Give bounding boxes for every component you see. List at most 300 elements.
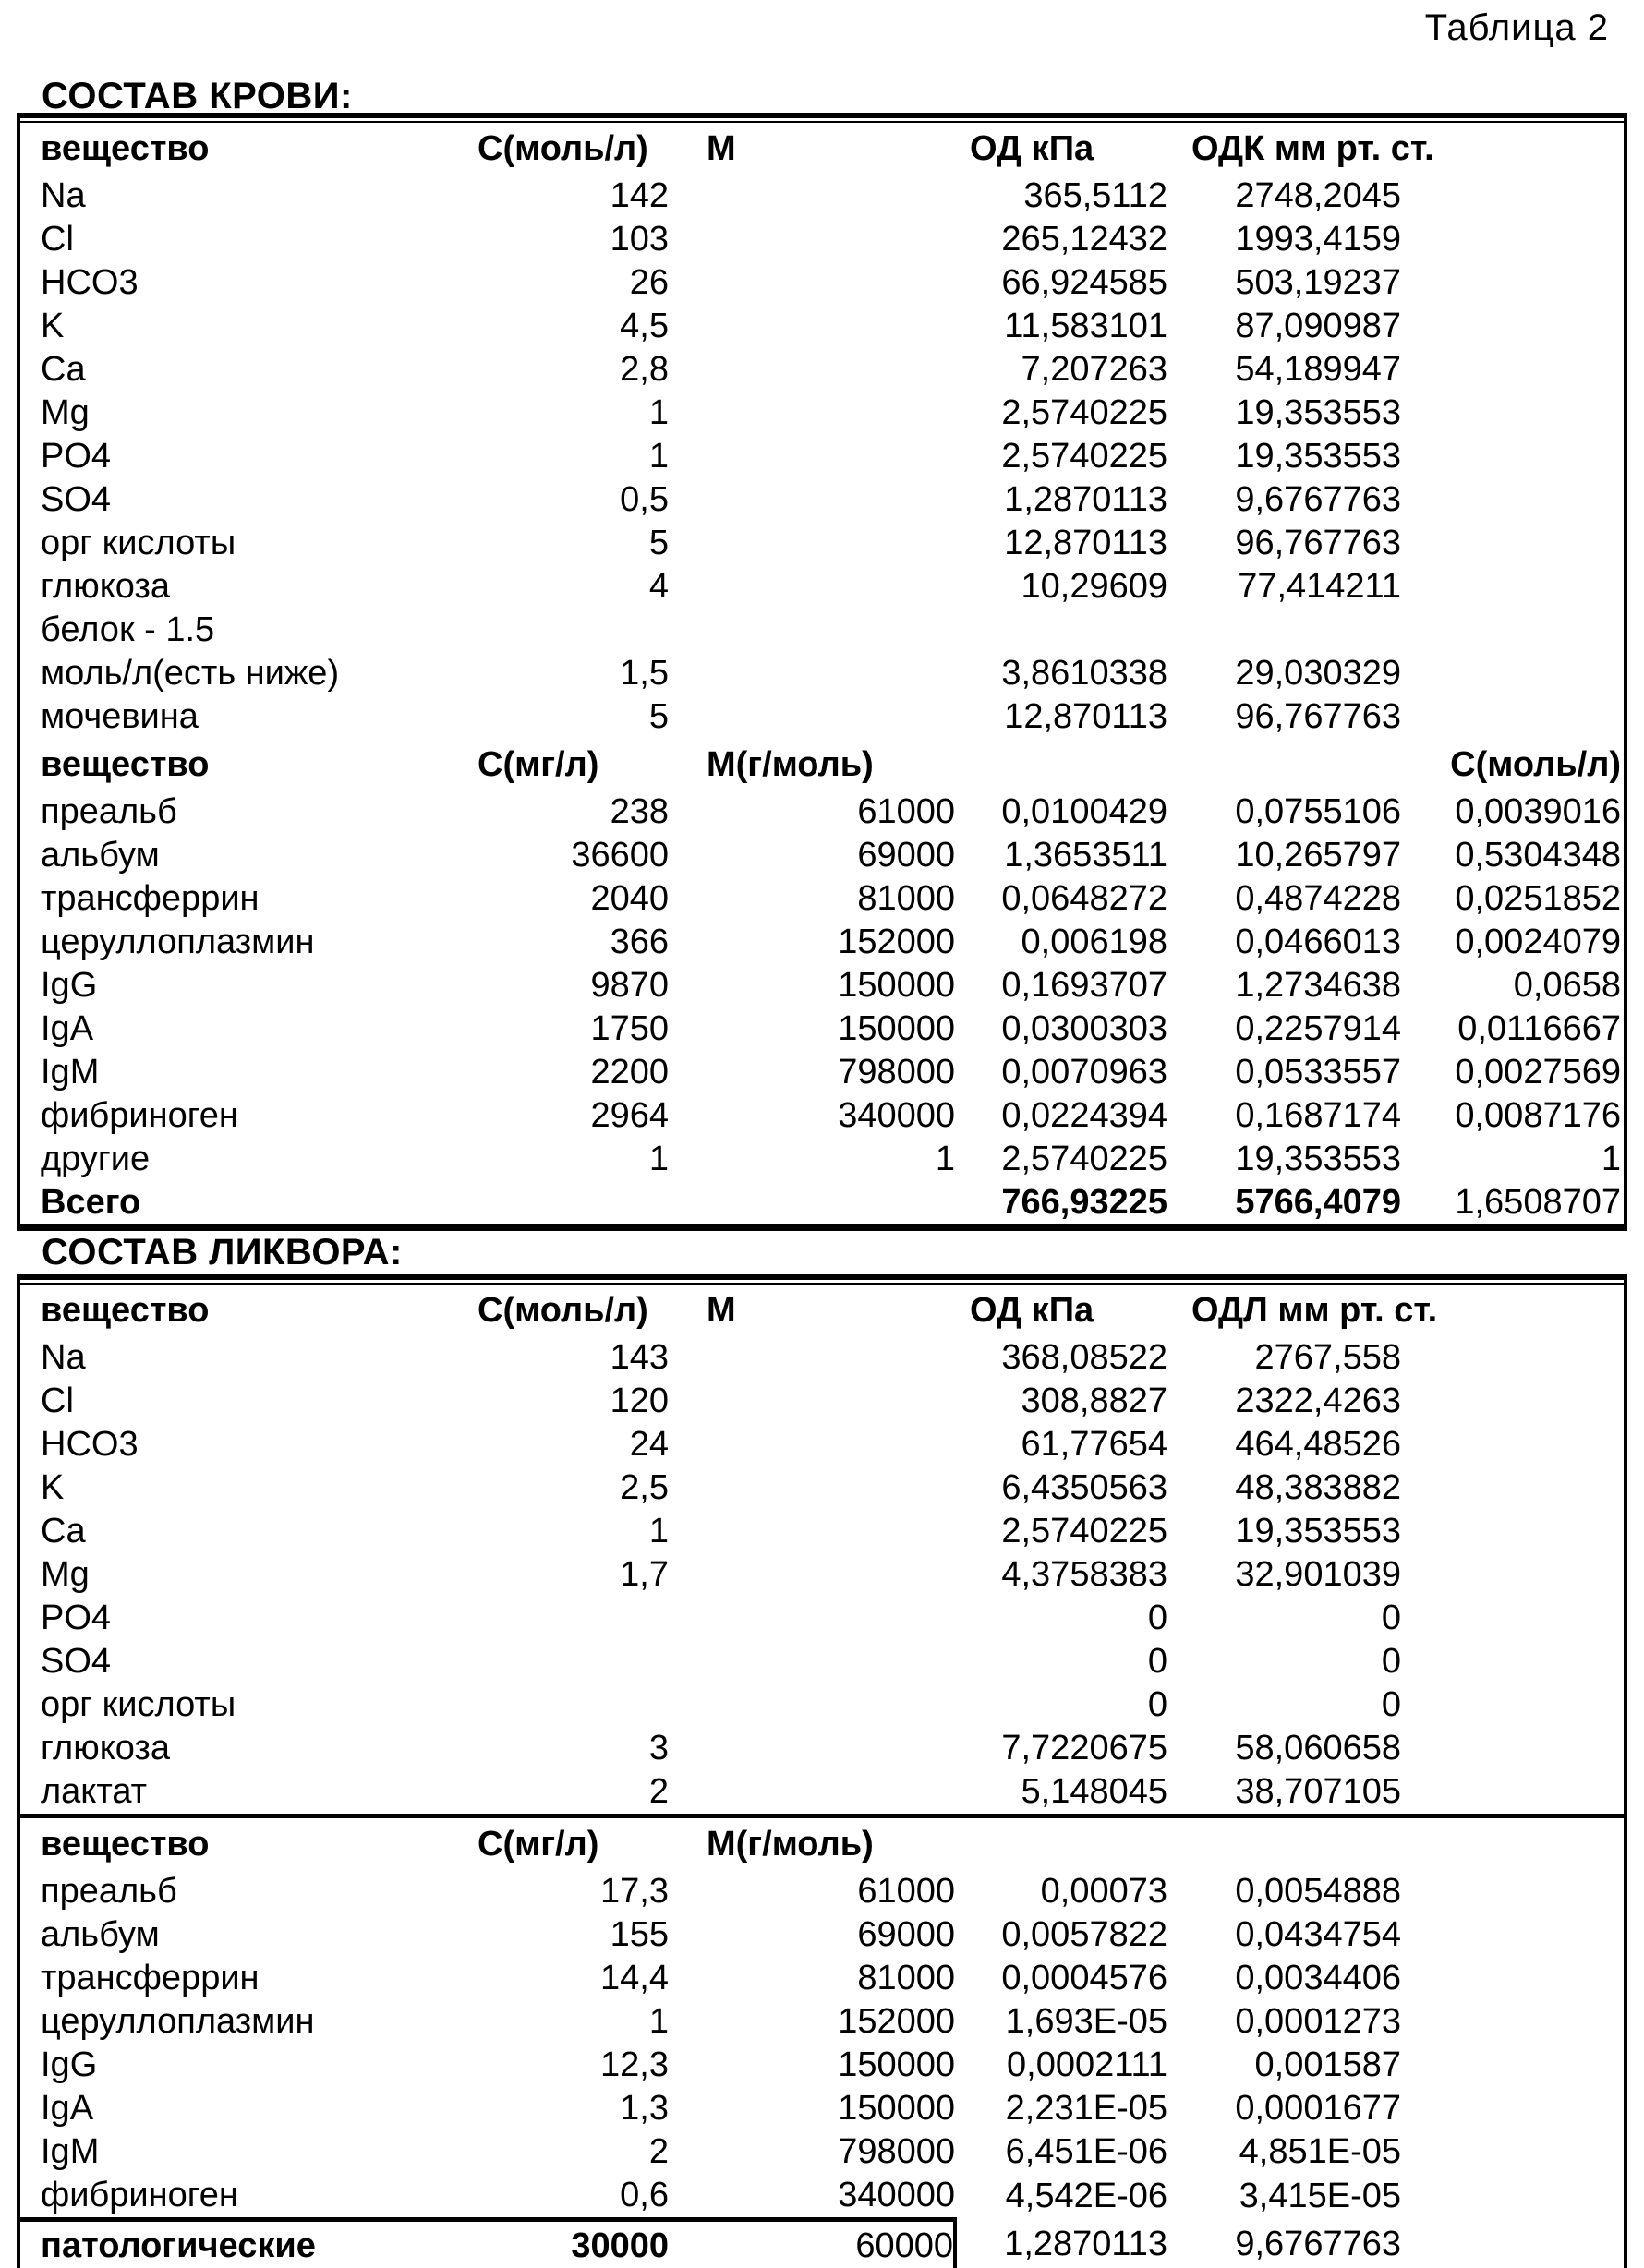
table-row [20,1640,1624,1683]
table-row [20,1336,1624,1380]
cell [669,1553,955,1597]
cell [1401,435,1624,478]
cell [1401,652,1624,695]
cell: орг кислоты [41,1685,236,1724]
cell: 1,693E-05 [1005,2002,1167,2041]
cell [669,348,955,392]
cell: С(моль/л) [477,1290,648,1330]
cell: 10,29609 [1021,567,1167,606]
cell: IgG [41,2045,98,2084]
liquor-table-grid [20,1285,1624,2268]
cell: 1 [648,2002,669,2041]
cell: ОДЛ мм рт. ст. [1191,1290,1438,1330]
cell [669,695,955,739]
cell [443,1597,669,1640]
cell [955,609,1167,652]
cell [1401,175,1624,218]
cell [669,1770,955,1816]
table-row [20,2000,1624,2044]
cell: 9,6767763 [1235,480,1401,519]
cell: K [41,307,65,345]
cell: 1,3653511 [1004,836,1167,875]
liquor-composition-table [17,1274,1627,2268]
cell: 0,0434754 [1235,1915,1401,1954]
cell: вещество [41,1290,210,1330]
cell [669,652,955,695]
cell [443,1683,669,1727]
cell: 464,48526 [1235,1425,1401,1464]
cell: IgM [41,1053,100,1092]
cell: 798000 [838,1053,955,1092]
cell: 9870 [590,966,669,1005]
cell: 0,1693707 [1001,966,1167,1005]
cell: 32,901039 [1235,1555,1401,1594]
cell: ОД кПа [970,1290,1094,1330]
cell: HCO3 [41,1425,139,1464]
cell: 38,707105 [1235,1772,1401,1811]
cell: PO4 [41,437,112,476]
cell: 2,5 [620,1468,669,1507]
table-row [20,175,1624,218]
cell [1401,2000,1624,2044]
cell: HCO3 [41,263,139,302]
table-row [20,478,1624,522]
cell: 340000 [838,2176,955,2214]
cell: 1 [935,1140,955,1178]
cell: преальб [41,1872,177,1911]
cell [1167,609,1401,652]
cell: 5766,4079 [1235,1183,1401,1222]
cell [669,1466,955,1510]
cell [669,609,955,652]
cell [1401,2130,1624,2174]
table-row [20,565,1624,609]
cell: 14,4 [600,1959,669,1997]
cell: 2,5740225 [1001,1512,1167,1550]
table-row [20,435,1624,478]
cell: 265,12432 [1001,220,1167,259]
cell: 1,6508707 [1455,1183,1621,1222]
cell [669,392,955,435]
cell: 2964 [590,1096,669,1135]
cell: С(мг/л) [477,744,599,784]
cell [1401,1380,1624,1423]
table-row [20,2220,1624,2268]
cell [1401,1913,1624,1957]
cell [1401,218,1624,261]
cell [669,522,955,565]
cell: 0,0001677 [1235,2089,1401,2128]
cell [443,609,669,652]
cell: 1,5 [620,654,669,693]
cell: 0,0054888 [1235,1872,1401,1911]
cell [1401,565,1624,609]
cell: IgM [41,2132,100,2171]
cell: лактат [41,1772,148,1811]
cell: 1 [648,393,669,432]
cell: 48,383882 [1235,1468,1401,1507]
cell: 1,7 [620,1555,669,1594]
cell: 0,0004576 [1001,1959,1167,1997]
table-row [20,1913,1624,1957]
blood-table-grid [20,123,1624,1224]
table-row [20,1423,1624,1466]
cell: 2322,4263 [1235,1381,1401,1420]
cell: 17,3 [600,1872,669,1911]
cell: фибриноген [41,2176,238,2214]
cell: 61000 [857,1872,955,1911]
cell: Cl [41,1381,74,1420]
cell: 1993,4159 [1235,220,1401,259]
cell [443,1181,669,1224]
table-row [20,1007,1624,1051]
cell: 1,2870113 [1004,480,1167,519]
cell: 0,0034406 [1235,1959,1401,1997]
cell: 12,3 [600,2045,669,2084]
cell: глюкоза [41,1729,171,1767]
cell: 4,851E-05 [1239,2132,1401,2171]
cell: 103 [610,220,669,259]
cell [669,1380,955,1423]
table-row [20,2130,1624,2174]
cell: альбум [41,1915,160,1954]
table-row [20,2087,1624,2130]
cell [443,1640,669,1683]
table-row [20,1138,1624,1181]
cell: вещество [41,128,210,168]
header-row [20,1285,1624,1336]
cell: 0,0027569 [1455,1053,1621,1092]
table-row [20,1051,1624,1094]
table-row [20,2044,1624,2087]
blood-composition-table [17,113,1627,1231]
cell: 1750 [590,1009,669,1048]
cell: 2 [648,1772,669,1811]
cell [1401,1870,1624,1913]
cell: 0,0039016 [1455,792,1621,831]
table-row [20,921,1624,964]
cell: 12,870113 [1004,697,1167,736]
cell: 61000 [857,792,955,831]
cell: 2200 [590,1053,669,1092]
table-row [20,834,1624,877]
table-row [20,1380,1624,1423]
cell: 0,0648272 [1001,879,1167,918]
table-row [20,1683,1624,1727]
cell [669,175,955,218]
table-row [20,1510,1624,1553]
cell: преальб [41,792,177,831]
cell: 61,77654 [1021,1425,1167,1464]
cell: 368,08522 [1001,1338,1167,1377]
cell: 0,2257914 [1235,1009,1401,1048]
cell: 0,0001273 [1235,2002,1401,2041]
cell: 3,8610338 [1001,654,1167,693]
cell: 69000 [857,836,955,875]
cell: 0,1687174 [1235,1096,1401,1135]
cell: Na [41,1338,86,1377]
cell [1401,348,1624,392]
cell: 0,006198 [1021,923,1167,961]
cell [1401,1553,1624,1597]
cell: 19,353553 [1235,393,1401,432]
cell: вещество [41,744,210,784]
cell: 0,0755106 [1235,792,1401,831]
cell: фибриноген [41,1096,238,1135]
cell: М [707,1290,736,1330]
cell: 0,0070963 [1001,1053,1167,1092]
cell: 5,148045 [1021,1772,1167,1811]
cell: Ca [41,350,86,389]
cell: 1,3 [620,2089,669,2128]
cell [955,739,1167,790]
table-row [20,1597,1624,1640]
cell [1401,2044,1624,2087]
cell: глюкоза [41,567,171,606]
cell: 36600 [571,836,669,875]
cell: другие [41,1140,151,1178]
cell: 152000 [838,2002,955,2041]
cell: IgA [41,2089,94,2128]
cell: 308,8827 [1021,1381,1167,1420]
cell: 11,583101 [1004,307,1167,345]
liquor-section-heading: СОСТАВ ЛИКВОРА: [42,1232,403,1273]
cell: 0,001587 [1254,2045,1401,2084]
cell: С(мг/л) [443,1816,669,1871]
cell [1401,2220,1624,2268]
cell: 60000 [669,2220,955,2268]
table-row [20,1553,1624,1597]
cell [669,1727,955,1770]
cell: IgG [41,966,98,1005]
cell [1401,261,1624,305]
cell [669,1597,955,1640]
cell [1401,1727,1624,1770]
header-row [20,1816,1624,1871]
cell [669,1683,955,1727]
cell: 6,4350563 [1001,1468,1167,1507]
cell [1401,1423,1624,1466]
cell: PO4 [41,1598,112,1637]
cell: 69000 [857,1915,955,1954]
cell: 2767,558 [1254,1338,1401,1377]
cell [669,218,955,261]
cell: 81000 [857,879,955,918]
cell: 0 [1147,1598,1167,1637]
cell: С(моль/л) [477,128,648,168]
cell: Mg [41,393,90,432]
table-row [20,1094,1624,1138]
cell [1401,478,1624,522]
cell: 6,451E-06 [1005,2132,1167,2171]
table-row [20,964,1624,1007]
cell [669,1640,955,1683]
table-row [20,261,1624,305]
cell: 0 [1381,1598,1401,1637]
table-row [20,305,1624,348]
cell: 10,265797 [1235,836,1401,875]
cell: 155 [610,1915,669,1954]
cell [669,1336,955,1380]
cell: 96,767763 [1235,697,1401,736]
cell: SO4 [41,480,112,519]
cell: ОД кПа [970,128,1094,168]
cell: 96,767763 [1235,524,1401,562]
header-row [20,123,1624,175]
cell: 150000 [838,966,955,1005]
cell: 0,0057822 [1001,1915,1167,1954]
cell: 7,7220675 [1001,1729,1167,1767]
cell: 4,542E-06 [1005,2177,1167,2216]
cell: 0,0116667 [1457,1009,1621,1048]
cell [1401,609,1624,652]
cell: патологические [20,2220,443,2268]
cell: 0,6 [620,2176,669,2214]
cell: 0,5 [620,480,669,519]
cell: альбум [41,836,160,875]
cell: 2,5740225 [1001,1140,1167,1178]
cell: 150000 [838,2089,955,2128]
table-row [20,652,1624,695]
cell [669,305,955,348]
table-row [20,790,1624,834]
cell [1401,522,1624,565]
cell: 5 [648,697,669,736]
cell: 87,090987 [1235,307,1401,345]
cell: моль/л(есть ниже) [41,654,340,693]
cell: 0,00073 [1040,1872,1167,1911]
blood-section-heading: СОСТАВ КРОВИ: [42,76,353,116]
cell: 2,231E-05 [1005,2089,1167,2128]
cell: 4,5 [620,307,669,345]
cell: 0,0300303 [1001,1009,1167,1048]
cell: вещество [20,1816,443,1871]
cell: 81000 [857,1959,955,1997]
cell: 2,5740225 [1001,437,1167,476]
cell: 238 [610,792,669,831]
cell: SO4 [41,1642,112,1681]
cell: 1 [1601,1140,1621,1178]
cell: Mg [41,1555,90,1594]
table-row [20,218,1624,261]
cell: 0,0002111 [1007,2045,1167,2084]
cell: 0,0251852 [1455,879,1621,918]
cell: 1,2870113 [1004,2225,1167,2264]
cell: 2,5740225 [1001,393,1167,432]
table-row [20,348,1624,392]
cell: 0,4874228 [1235,879,1401,918]
cell: 503,19237 [1235,263,1401,302]
cell: 0,5304348 [1455,836,1621,875]
cell [1401,2087,1624,2130]
table-row [20,2174,1624,2220]
cell: 0,0533557 [1235,1053,1401,1092]
cell: 150000 [838,1009,955,1048]
table-row [20,877,1624,921]
cell: 120 [610,1381,669,1420]
cell [1167,1816,1401,1871]
table-row [20,1727,1624,1770]
cell: 1 [648,1512,669,1550]
cell [1401,1957,1624,2000]
cell: трансферрин [41,1959,260,1997]
cell: 142 [610,176,669,215]
cell: белок - 1.5 [41,610,215,649]
header-row [20,739,1624,790]
cell: Na [41,176,86,215]
cell: 152000 [838,923,955,961]
table-row [20,1466,1624,1510]
cell: 29,030329 [1235,654,1401,693]
cell: 0 [1147,1685,1167,1724]
table-row [20,1957,1624,2000]
cell: 30000 [443,2220,669,2268]
cell: М [707,128,736,168]
cell: 12,870113 [1004,524,1167,562]
cell: 0,0024079 [1455,923,1621,961]
cell [669,435,955,478]
cell: М(г/моль) [669,1816,955,1871]
cell: Cl [41,220,74,259]
cell [955,1816,1167,1871]
cell: 798000 [838,2132,955,2171]
cell: IgA [41,1009,94,1048]
cell: 143 [610,1338,669,1377]
cell: 58,060658 [1235,1729,1401,1767]
cell [1401,2174,1624,2220]
cell [1401,1466,1624,1510]
cell: орг кислоты [41,524,236,562]
table-row [20,522,1624,565]
cell [1401,305,1624,348]
cell: 340000 [838,1096,955,1135]
cell: 19,353553 [1235,437,1401,476]
cell: 19,353553 [1235,1140,1401,1178]
cell: 365,5112 [1023,176,1167,215]
cell [1401,392,1624,435]
cell: трансферрин [41,879,260,918]
cell [1167,739,1401,790]
cell: С(моль/л) [1450,744,1621,784]
cell [1401,123,1624,175]
cell: церуллоплазмин [41,2002,315,2041]
cell: 766,93225 [1001,1183,1167,1222]
cell: 3 [648,1729,669,1767]
cell: церуллоплазмин [41,923,315,961]
cell: 1 [648,437,669,476]
cell [1401,1683,1624,1727]
cell [1401,1770,1624,1816]
cell: 2748,2045 [1235,176,1401,215]
cell: 366 [610,923,669,961]
cell: 0 [1381,1642,1401,1681]
cell: ОДК мм рт. ст. [1191,128,1434,168]
cell: 26 [629,263,669,302]
table-row [20,609,1624,652]
cell: K [41,1468,65,1507]
cell: 4,3758383 [1001,1555,1167,1594]
cell [669,261,955,305]
cell: 0,0087176 [1455,1096,1621,1135]
cell: 9,6767763 [1235,2225,1401,2264]
cell: мочевина [41,697,199,736]
cell [669,1181,955,1224]
cell [669,478,955,522]
cell: 2 [648,2132,669,2171]
cell: 1 [648,1140,669,1178]
cell [1401,1510,1624,1553]
cell [1401,1816,1624,1871]
